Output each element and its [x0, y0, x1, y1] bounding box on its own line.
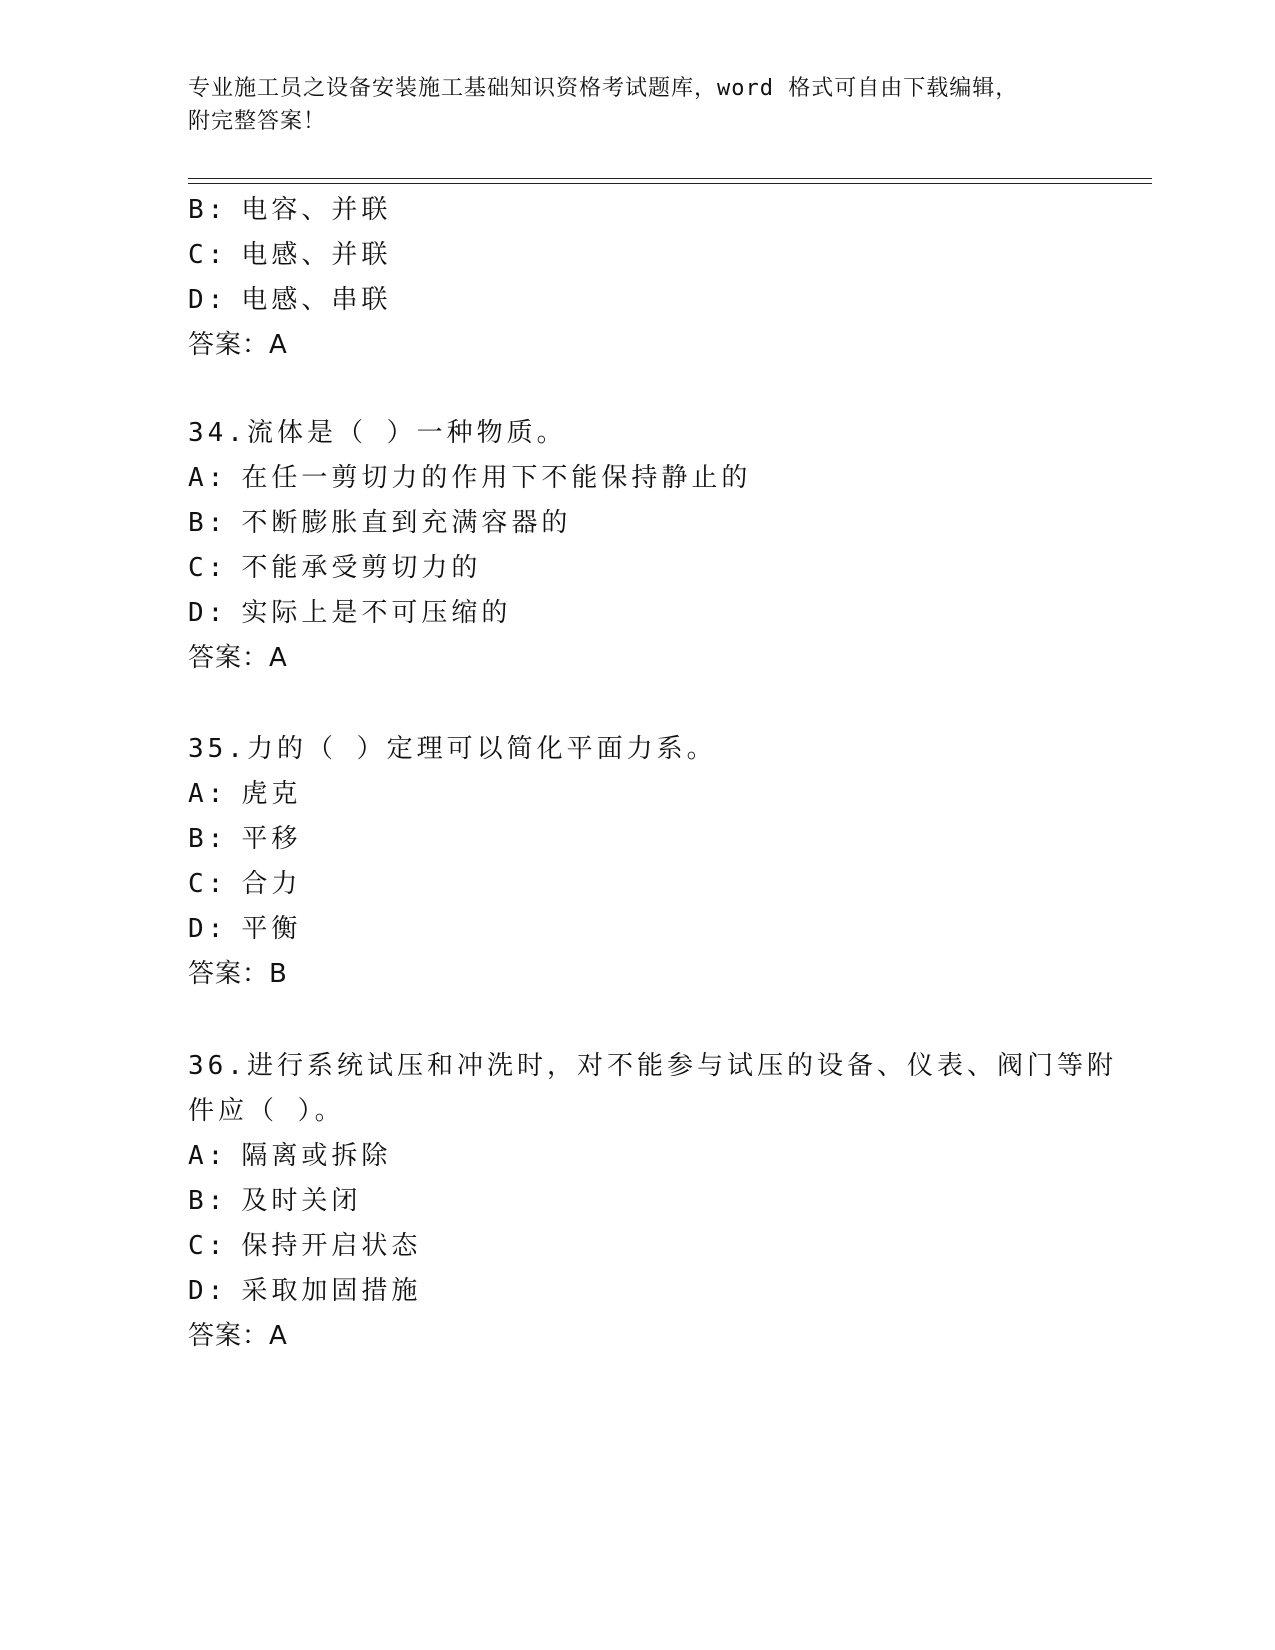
option-d: D: 采取加固措施 [188, 1276, 422, 1306]
answer-label: 答案：A [188, 1321, 288, 1351]
answer-label: 答案：A [188, 330, 288, 360]
option-d: D: 电感、串联 [188, 285, 392, 315]
header-line-2: 附完整答案！ [188, 109, 327, 134]
option-b: B: 及时关闭 [188, 1186, 362, 1216]
option-c: C: 保持开启状态 [188, 1231, 422, 1261]
option-b: B: 不断膨胀直到充满容器的 [188, 508, 572, 538]
question-stem-36-cont: 件应（ ）。 [188, 1096, 345, 1126]
option-d: D: 实际上是不可压缩的 [188, 598, 512, 628]
question-stem-34: 34.流体是（ ）一种物质。 [188, 418, 567, 448]
option-d: D: 平衡 [188, 914, 302, 944]
answer-label: 答案：A [188, 643, 288, 673]
header-line-1: 专业施工员之设备安装施工基础知识资格考试题库，word 格式可自由下载编辑， [188, 76, 1019, 101]
answer-label: 答案：B [188, 959, 288, 989]
option-b: B: 电容、并联 [188, 195, 392, 225]
option-b: B: 平移 [188, 824, 302, 854]
option-c: C: 不能承受剪切力的 [188, 553, 482, 583]
option-a: A: 虎克 [188, 779, 302, 809]
question-stem-36: 36.进行系统试压和冲洗时，对不能参与试压的设备、仪表、阀门等附 [188, 1051, 1117, 1081]
header-divider-top [188, 178, 1152, 179]
option-c: C: 合力 [188, 869, 302, 899]
option-a: A: 隔离或拆除 [188, 1141, 392, 1171]
option-c: C: 电感、并联 [188, 240, 392, 270]
document-header [188, 72, 1088, 138]
option-a: A: 在任一剪切力的作用下不能保持静止的 [188, 463, 752, 493]
header-divider-bottom [188, 183, 1152, 184]
question-stem-35: 35.力的（ ）定理可以简化平面力系。 [188, 734, 717, 764]
